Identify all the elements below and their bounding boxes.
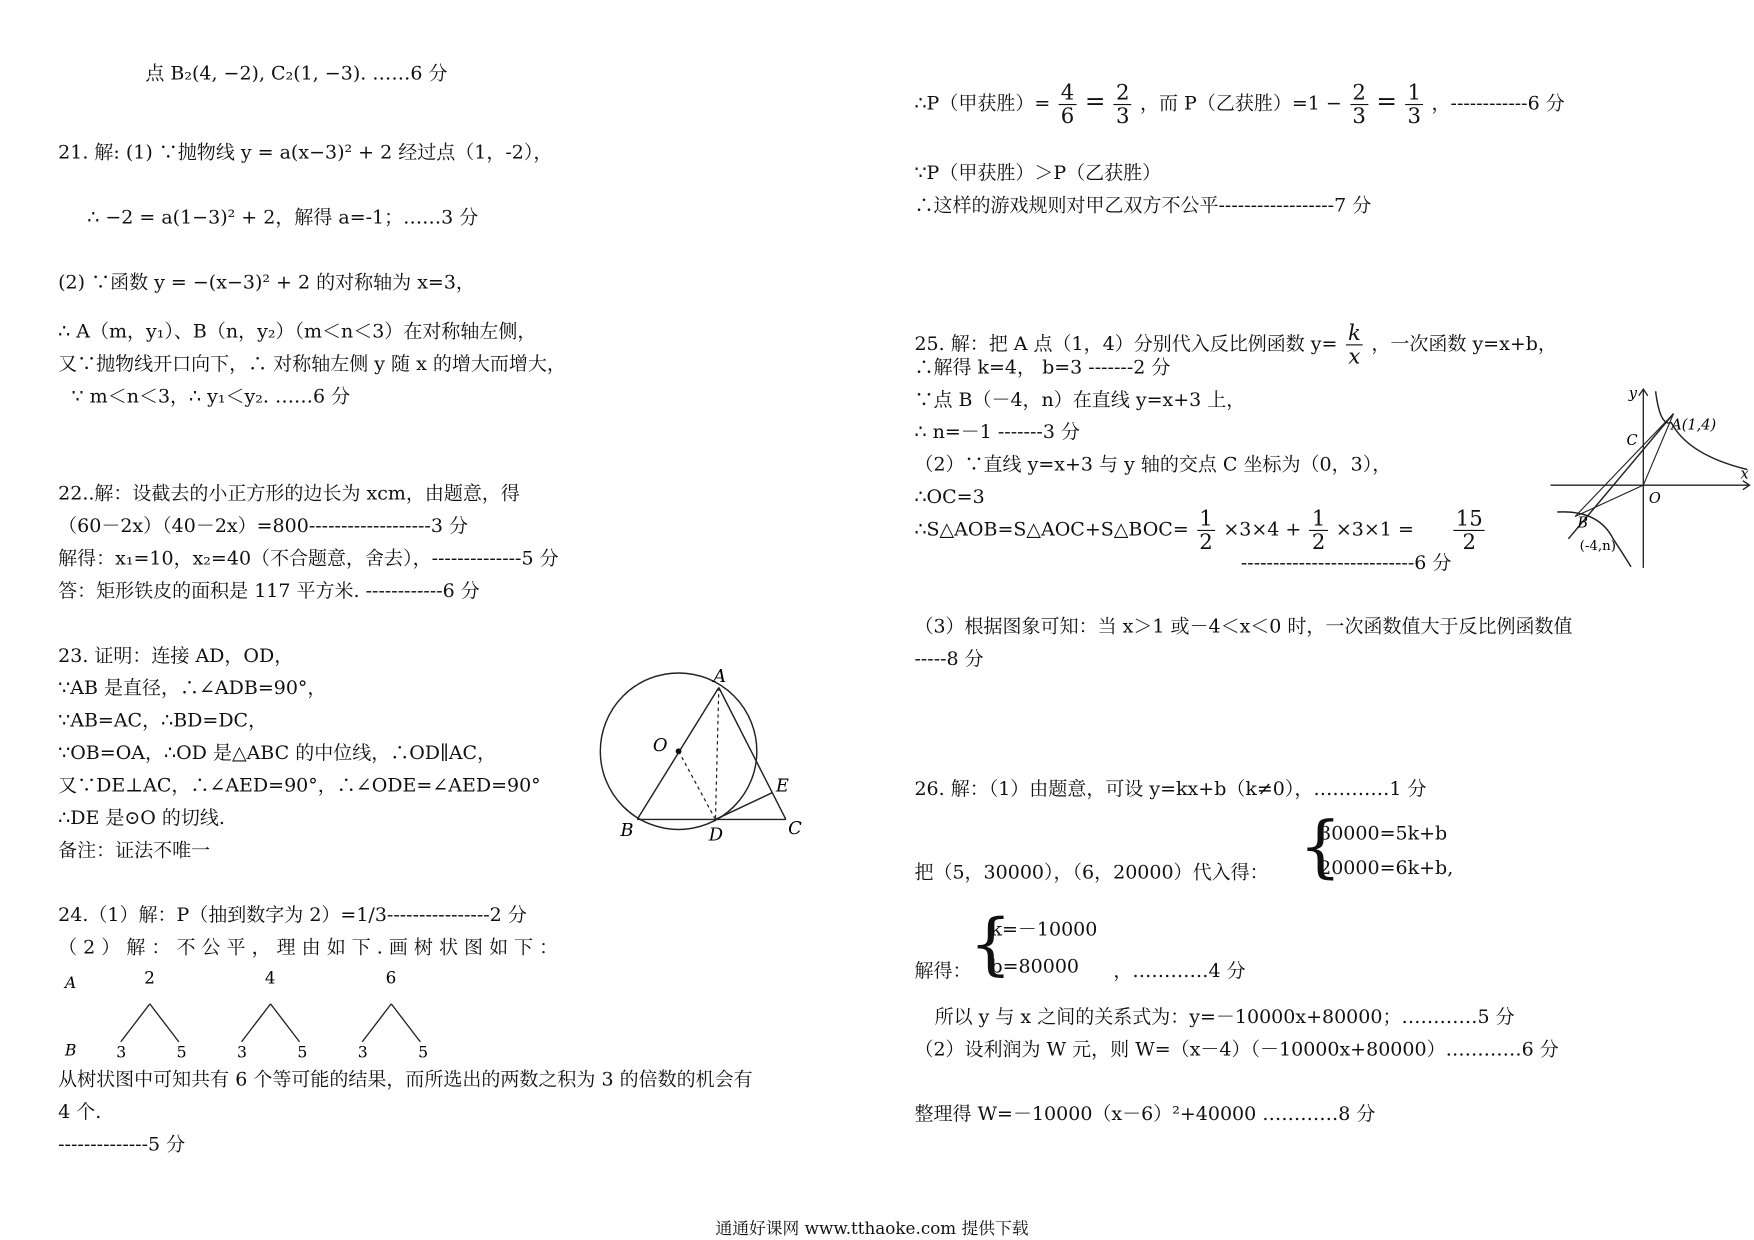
q26-sys2a: k=－10000 — [990, 918, 1098, 942]
q21-line3: (2) ∵函数 y = −(x−3)² + 2 的对称轴为 x=3， — [58, 271, 475, 295]
q22-line2: （60－2x）（40－2x）=800-------------------3 分 — [58, 515, 468, 538]
q26-sys1a: 30000=5k+b — [1319, 822, 1448, 846]
tree-row-b: B — [64, 1040, 77, 1060]
line-b2c2: 点 B₂(4, −2), C₂(1, −3). ……6 分 — [145, 62, 448, 85]
prob-line: ∴P（甲获胜）= $\frac{4}{6}$ = $\frac{2}{3}$ ，而 P（乙获胜）=1 − $\frac{2}{3}$ = $\frac{1}{3}$ ，------------6 分 — [914, 80, 1565, 129]
tree-leaf-3: 3 — [236, 1042, 247, 1062]
q25-line10: -----8 分 — [914, 648, 984, 671]
tree-leaf-5: 5 — [176, 1042, 187, 1062]
tree-top-2: 2 — [144, 967, 155, 988]
q26-line1: 26. 解：（1）由题意，可设 y=kx+b（k≠0），…………1 分 — [914, 778, 1427, 801]
q25-line2: ∴解得 k=4， b=3 -------2 分 — [914, 356, 1171, 379]
fraction-4-6: $\frac{4}{6}$ — [1059, 82, 1077, 128]
q25-line8: ---------------------------6 分 — [1240, 552, 1452, 575]
q23-line6: ∴DE 是⊙O 的切线. — [58, 807, 225, 830]
label-c: C — [788, 817, 802, 839]
graph-x-label: x — [1740, 466, 1749, 483]
q25-line6: ∴OC=3 — [914, 486, 985, 509]
tree-branch — [362, 1004, 391, 1042]
q22-line1: 22..解：设截去的小正方形的边长为 xcm，由题意，得 — [58, 482, 520, 506]
q23-line1: 23. 证明：连接 AD，OD， — [58, 645, 294, 668]
q24-line2: （ 2 ） 解 ： 不 公 平 ， 理 由 如 下 . 画 树 状 图 如 下 ： — [58, 936, 559, 960]
tree-leaf-5: 5 — [418, 1042, 429, 1062]
tree-branch — [271, 1004, 300, 1042]
q23-line3: ∵AB=AC，∴BD=DC， — [58, 709, 268, 733]
tree-row-a: A — [64, 973, 77, 993]
q23-line2: ∵AB 是直径，∴∠ADB=90°， — [58, 677, 327, 700]
q26-line5: （2）设利润为 W 元，则 W=（x－4）（－10000x+80000）…………6 分 — [914, 1038, 1559, 1061]
footer-source[interactable]: 通通好课网 www.tthaoke.com 提供下载 — [715, 1218, 1029, 1239]
q26-line6: 整理得 W=－10000（x－6）²+40000 …………8 分 — [914, 1103, 1376, 1126]
fraction-1-3: $\frac{1}{3}$ — [1405, 82, 1423, 128]
graph-b-coord: (-4,n) — [1579, 539, 1617, 555]
circle-triangle-figure — [587, 660, 822, 850]
graph-c-label: C — [1626, 432, 1638, 449]
tree-leaf-5: 5 — [297, 1042, 308, 1062]
q25-line1: 25. 解：把 A 点（1，4）分别代入反比例函数 y= $\frac{k}{x}$ ，一次函数 y=x+b， — [914, 320, 1557, 369]
q24-line3: 从树状图中可知共有 6 个等可能的结果，而所选出的两数之积为 3 的倍数的机会有 — [58, 1068, 753, 1092]
q26-line3a: 解得： — [914, 960, 972, 983]
tree-top-4: 4 — [264, 967, 276, 988]
q21-line5: 又∵抛物线开口向下，∴ 对称轴左侧 y 随 x 的增大而增大， — [58, 353, 566, 376]
tree-branch — [150, 1004, 179, 1042]
compare-line: ∵P（甲获胜）＞P（乙获胜） — [914, 162, 1162, 185]
q23-line7: 备注：证法不唯一 — [58, 839, 211, 862]
q21-line6: ∵ m＜n＜3，∴ y₁＜y₂. ……6 分 — [71, 385, 351, 409]
q25-line4: ∴ n=－1 -------3 分 — [914, 421, 1080, 444]
q21-line2: ∴ −2 = a(1−3)² + 2，解得 a=-1；……3 分 — [87, 206, 479, 230]
system-brace-1: { — [1298, 808, 1342, 887]
q25-line3: ∵点 B（－4，n）在直线 y=x+3 上， — [914, 389, 1246, 412]
label-d: D — [708, 824, 724, 846]
tree-top-6: 6 — [385, 967, 397, 988]
q24-line1: 24.（1）解：P（抽到数字为 2）=1/3----------------2 分 — [58, 904, 527, 927]
graph-y-label: y — [1628, 385, 1637, 402]
q22-line4: 答：矩形铁皮的面积是 117 平方米. ------------6 分 — [58, 580, 480, 603]
q25-line5: （2）∵直线 y=x+3 与 y 轴的交点 C 坐标为（0，3）， — [914, 453, 1392, 477]
tree-branch — [241, 1004, 270, 1042]
q25-area-line: ∴S△AOB=S△AOC+S△BOC= $\frac{1}{2}$ ×3×4 + $\frac{1}{2}$ ×3×1 = $\frac{15}{2}$ — [914, 503, 1487, 557]
q21-line4: ∴ A（m，y₁）、B（n，y₂）（m＜n＜3）在对称轴左侧， — [58, 320, 537, 344]
fraction-2-3b: $\frac{2}{3}$ — [1350, 82, 1368, 128]
tree-leaf-3: 3 — [357, 1042, 368, 1062]
graph-b-label: B — [1577, 515, 1589, 532]
label-o: O — [652, 735, 668, 757]
q23-line5: 又∵DE⊥AC，∴∠AED=90°，∴∠ODE=∠AED=90° — [58, 774, 541, 798]
tree-leaf-3: 3 — [116, 1042, 127, 1062]
q24-line4: 4 个. — [58, 1101, 102, 1124]
q26-sys2b: b=80000 — [990, 955, 1080, 979]
q26-line2: 把（5，30000），（6，20000）代入得： — [914, 861, 1269, 885]
fraction-2-3: $\frac{2}{3}$ — [1114, 82, 1132, 128]
graph-o-label: O — [1648, 491, 1661, 508]
q25-line9: （3）根据图象可知：当 x＞1 或－4＜x＜0 时，一次函数值大于反比例函数值 — [914, 615, 1573, 639]
conclusion-line: ∴这样的游戏规则对甲乙双方不公平------------------7 分 — [914, 194, 1372, 217]
tree-branch — [121, 1004, 150, 1042]
label-a: A — [713, 665, 727, 687]
q26-sys1b: 20000=6k+b, — [1319, 857, 1454, 880]
q26-line4: 所以 y 与 x 之间的关系式为：y=－10000x+80000；…………5 分 — [934, 1006, 1515, 1029]
q21-line1: 21. 解: (1) ∵抛物线 y = a(x−3)² + 2 经过点（1，-2）， — [58, 141, 553, 165]
graph-a-label: A(1,4) — [1671, 417, 1717, 434]
q23-line4: ∵OB=OA，∴OD 是△ABC 的中位线，∴OD∥AC， — [58, 742, 497, 765]
label-b: B — [620, 820, 634, 842]
q24-line5: --------------5 分 — [58, 1133, 186, 1156]
q22-line3: 解得：x₁=10，x₂=40（不合题意，舍去），--------------5 分 — [58, 547, 559, 571]
label-e: E — [775, 775, 789, 797]
fraction-k-x: $\frac{k}{x}$ — [1346, 322, 1363, 368]
q26-line3b: ，…………4 分 — [1113, 960, 1246, 983]
system-brace-2: { — [969, 905, 1012, 984]
tree-diagram — [58, 964, 449, 1062]
function-graph — [1548, 382, 1754, 570]
tree-branch — [391, 1004, 420, 1042]
